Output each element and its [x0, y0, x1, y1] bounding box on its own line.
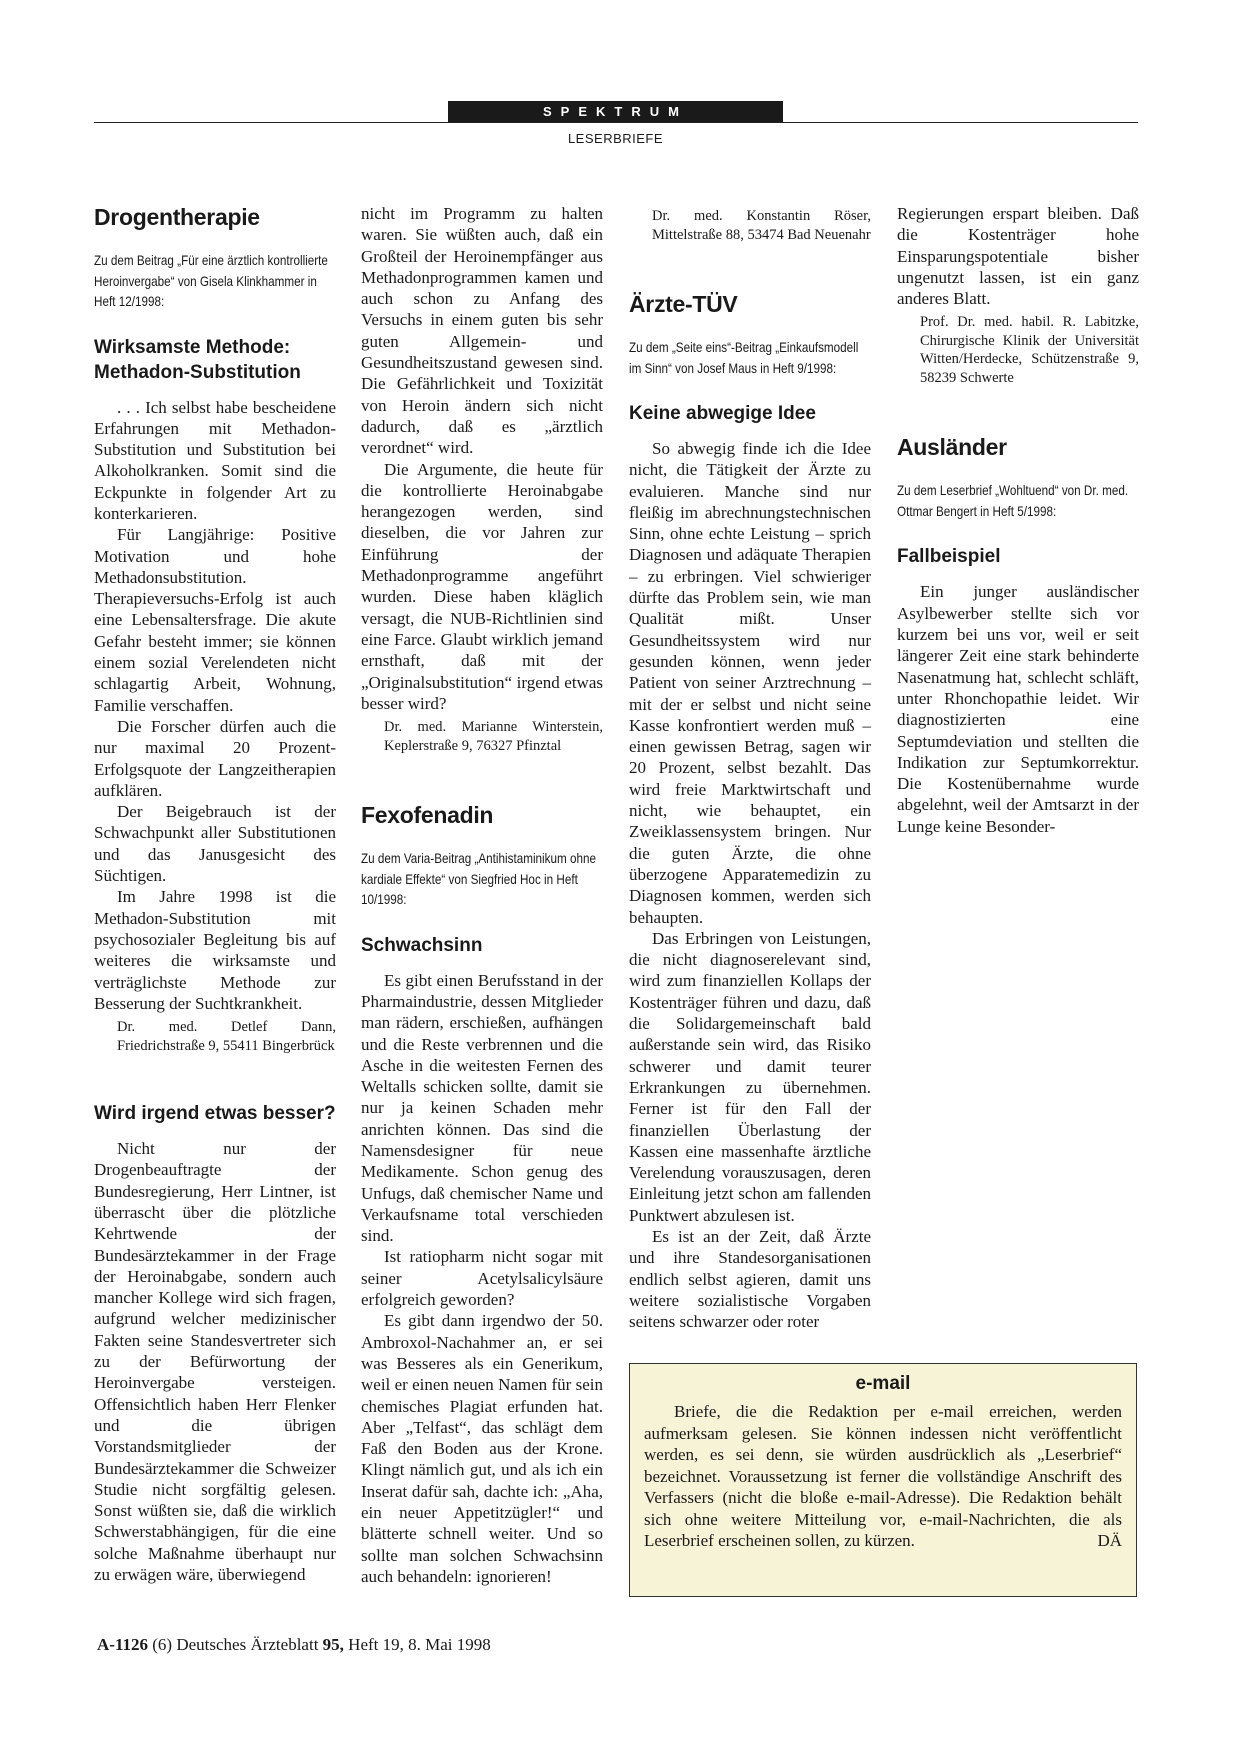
spacer — [897, 461, 1139, 481]
paragraph: Für Langjährige: Positive Motivation und hohe Methadonsubstitution. Therapieversuchs-Erfolg ist auch eine Lebensaltersfrage. Die akute Gefahr besteht immer; sie können einem sozial Verelendeten nicht schlagartig Arbeit, Wohnung, Familie verschaffen. — [94, 525, 336, 715]
column-3 — [629, 203, 871, 1332]
paragraph-continued: nicht im Programm zu halten waren. Sie wüßten auch, daß ein Großteil der Heroinempfänger aus Methadonprogrammen kamen und auch schon zu Anfang des Versuchs in einem guten bis sehr guten Allgemein- und Gesundheitszustand gewesen sind. Die Gefährlichkeit und Toxizität von Heroin ändern sich nicht dadurch, daß es „ärztlich verordnet“ wird. — [361, 204, 603, 458]
article-intro: Zu dem „Seite eins“-Beitrag „Einkaufsmodell im Sinn“ von Josef Maus in Heft 9/1998: — [629, 340, 859, 376]
paragraph: Im Jahre 1998 ist die Methadon-Substitution mit psychosozialer Begleitung bis auf weiteres die wirksamste und verträglichste Methode zur Besserung der Suchtkrankheit. — [94, 887, 336, 1013]
page-footer — [97, 1635, 491, 1655]
letter-heading: Wirksamste Methode: Methadon-Substitution — [94, 336, 301, 383]
letter-heading: Wird irgend etwas besser? — [94, 1103, 336, 1125]
paragraph: Es gibt dann irgendwo der 50. Ambroxol-Nachahmer an, er sei was Besseres als ein Generikum, weil er einen neuen Namen für sein chemisches Plagiat erfunden hat. Aber „Telfast“, das schlägt dem Faß den Boden aus der Krone. Klingt nämlich gut, und als ich ein Inserat dafür sah, dachte ich: „Aha, ein neuer Appetitzügler!“ und blätterte schnell weiter. Und so sollte man solchen Schwachsinn auch behandeln: ignorieren! — [361, 1311, 603, 1586]
page-id: A-1126 — [97, 1635, 148, 1654]
spacer — [897, 569, 1139, 581]
spacer — [897, 387, 1139, 433]
paragraph: Nicht nur der Drogenbeauftragte der Bundesregierung, Herr Lintner, ist überrascht über die plötzliche Kehrtwende der Bundesärztekammer in der Frage der Heroinabgabe, sondern auch mancher Kollege wird sich fragen, aufgrund welcher medizinischer Fakten seine Standesvertreter sich zu der Befürwortung der Heroinvergabe versteigen. Offensichtlich haben Herr Flenker und die übrigen Vorstandsmitglieder der Bundesärztekammer die Schweizer Studie nicht sorgfältig gelesen. Sonst wüßten sie, daß die wirklich Schwerstabhängigen, für die eine solche Maßnahme überhaupt nur zu erwägen wäre, überwiegend — [94, 1139, 336, 1585]
letter-signature-continued: Dr. med. Konstantin Röser, Mittelstraße 88, 53474 Bad Neuenahr — [652, 208, 871, 243]
page-number: (6) — [152, 1635, 173, 1654]
paragraph: Der Beigebrauch ist der Schwachpunkt aller Substitutionen und das Janusgesicht des Süchtigen. — [94, 802, 336, 886]
spacer — [897, 522, 1139, 544]
spacer — [361, 755, 603, 801]
article-intro: Zu dem Varia-Beitrag „Antihistaminikum ohne kardiale Effekte“ von Siegfried Hoc in Heft 10/1998: — [361, 851, 596, 908]
spacer — [361, 829, 603, 849]
paragraph: So abwegig finde ich die Idee nicht, die Tätigkeit der Ärzte zu evaluieren. Manche sind nur fleißig im abrechnungstechnischen Sinn, ohne echte Leistung – sprich Diagnosen und adäquate Therapien – zu erbringen. Viel schwieriger dürfte das Problem sein, wie man Qualität mißt. Unser Gesundheitssystem wird nur gesunden können, wenn jeder Patient von seiner Arztrechnung – mit der er selbst und nicht seine Kasse konfrontiert werden muß – einen gewissen Betrag, sagen wir 20 Prozent, selbst bezahlt. Das wird freie Marktwirtschaft und nicht, wie behauptet, ein Zweiklassensystem bringen. Nur die guten Ärzte, die ohne überzogene Apparatemedizin zu Diagnosen kommen, werden sich behaupten. — [629, 439, 871, 927]
journal-volume: 95, — [322, 1635, 344, 1654]
paragraph: . . . Ich selbst habe bescheidene Erfahrungen mit Methadon-Substitution und Substitution bei Alkoholkranken. Somit sind die Eckpunkte in folgender Art zu konterkarieren. — [94, 397, 336, 523]
spacer — [361, 958, 603, 970]
paragraph: Es gibt einen Berufsstand in der Pharmaindustrie, dessen Mitglieder man rädern, erschießen, aufhängen und die Reste verbrennen und die Asche in die weitesten Fernen des Weltalls schicken sollte, damit sie nur ja keinen Schaden mehr anrichten können. Das sind die Namensdesigner für neue Medikamente. Schon genug des Unfugs, daß chemischer Name und Verkaufsname total verschieden sind. — [361, 970, 603, 1246]
article-intro: Zu dem Beitrag „Für eine ärztlich kontrollierte Heroinvergabe“ von Gisela Klinkhammer in Heft 12/1998: — [94, 253, 328, 309]
paragraph: Das Erbringen von Leistungen, die nicht diagnoserelevant sind, wird zum finanziellen Kollaps der Kostenträger führen und dazu, daß die Solidargemeinschaft bald außerstande sein wird, das Risiko schwerer und damit teurer Erkrankungen zu übernehmen. Ferner ist für den Fall der finanziellen Überlastung der Kassen eine massenhafte ärztliche Verelendung vorauszusagen, deren Einleitung jetzt schon am fallenden Punktwert abzulesen ist. — [629, 928, 871, 1225]
spacer — [629, 379, 871, 401]
paragraph: Ist ratiopharm nicht sogar mit seiner Acetylsalicylsäure erfolgreich geworden? — [361, 1247, 603, 1310]
article-intro: Zu dem Leserbrief „Wohltuend“ von Dr. med. Ottmar Bengert in Heft 5/1998: — [897, 483, 1129, 519]
paragraph: Ein junger ausländischer Asylbewerber stellte sich vor kurzem bei uns vor, weil er seit längerer Zeit eine stark behinderte Nasenatmung hat, schlecht schläft, unter Rhonchopathie leidet. Wir diagnostizierten eine Septumdeviation und stellten die Indikation zur Septumkorrektur. Die Kostenübernahme wurde abgelehnt, weil der Amtsarzt in der Lunge keine Besonder- — [897, 582, 1139, 836]
spacer — [629, 318, 871, 338]
article-title-fexofenadin: Fexofenadin — [361, 802, 494, 829]
letter-heading: Keine abwegige Idee — [629, 403, 816, 424]
column-1 — [94, 203, 336, 1585]
letter-heading: Schwachsinn — [361, 934, 483, 956]
column-2 — [361, 203, 603, 1587]
email-notice-text: Briefe, die die Redaktion per e-mail erreichen, werden aufmerksam gelesen. Sie können indessen nicht veröffentlicht werden, es sei denn, sie würden ausdrücklich als „Leserbrief“ bezeichnet. Voraussetzung ist ferner die vollständige Anschrift des Verfassers (nicht die bloße e-mail-Adresse). Die Redaktion behält sich ohne weitere Mitteilung vor, e-mail-Nachrichten, die als Leserbrief erscheinen sollen, zu kürzen. — [644, 1402, 1122, 1550]
letter-heading: Fallbeispiel — [897, 546, 1001, 568]
article-title-aerzte-tuev: Ärzte-TÜV — [629, 291, 738, 317]
subsection-label: LESERBRIEFE — [567, 131, 664, 146]
header-rule — [94, 122, 1138, 123]
paragraph: Die Forscher dürfen auch die nur maximal 20 Prozent-Erfolgsquote der Langzeitherapien aufklären. — [94, 716, 336, 800]
spacer — [361, 911, 603, 933]
section-banner: SPEKTRUM — [448, 101, 783, 123]
spacer — [629, 426, 871, 438]
email-notice-sign: DÄ — [1097, 1530, 1122, 1550]
email-notice-title: e-mail — [855, 1373, 911, 1394]
paragraph-continued: Regierungen erspart bleiben. Daß die Kostenträger hohe Einsparungspotentiale bisher ungenutzt lassen, ist ein ganz anderes Blatt. — [897, 204, 1139, 309]
spacer — [629, 244, 871, 290]
paragraph: Die Argumente, die heute für die kontrollierte Heroinabgabe herangezogen werden, sind dieselben, die vor Jahren zur Einführung der Methadonprogramme angeführt wurden. Diese haben kläglich versagt, die NUB-Richtlinien sind eine Farce. Glaubt wirklich jemand ernsthaft, daß mit der „Originalsubstitution“ irgend etwas besser wird? — [361, 459, 603, 713]
letter-signature: Dr. med. Detlef Dann, Friedrichstraße 9, 55411 Bingerbrück — [117, 1019, 336, 1054]
journal-issue: Heft 19, 8. Mai 1998 — [348, 1635, 491, 1654]
column-4 — [897, 203, 1139, 837]
article-title-drogentherapie: Drogentherapie — [94, 204, 260, 230]
article-title-auslaender: Ausländer — [897, 434, 1007, 461]
email-notice-box — [629, 1363, 1137, 1597]
journal-name: Deutsches Ärzteblatt — [176, 1635, 319, 1654]
letter-signature: Prof. Dr. med. habil. R. Labitzke, Chirurgische Klinik der Universität Witten/Herdecke, Schützenstraße 9, 58239 Schwerte — [920, 314, 1139, 386]
paragraph: Es ist an der Zeit, daß Ärzte und ihre Standesorganisationen endlich selbst agieren, damit uns weitere sozialistische Vorgaben seitens schwarzer oder roter — [629, 1226, 871, 1332]
letter-signature: Dr. med. Marianne Winterstein, Keplerstraße 9, 76327 Pfinztal — [384, 719, 603, 754]
